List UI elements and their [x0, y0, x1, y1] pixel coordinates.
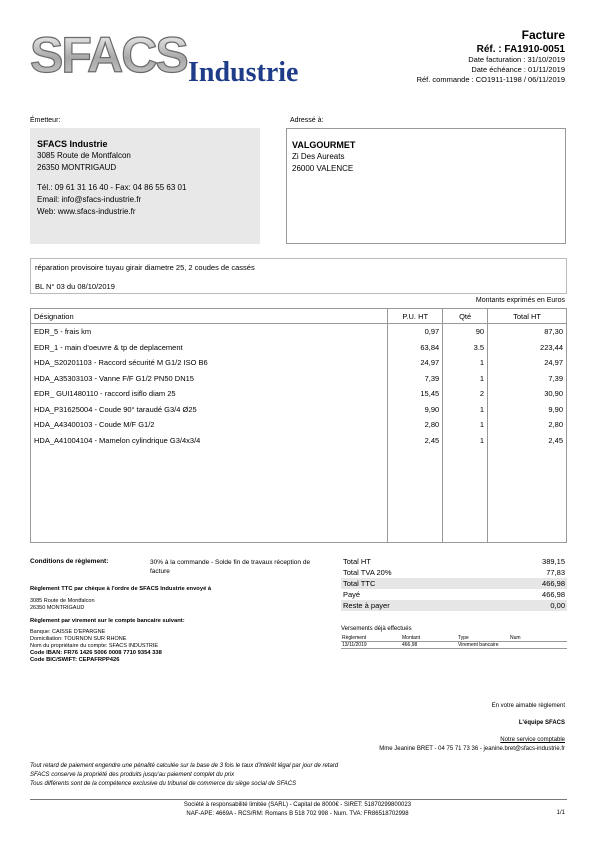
- payment-row: [341, 642, 567, 649]
- line-unit-price: 0,97: [388, 324, 443, 340]
- invoice-ref: Réf. : FA1910-0051: [476, 44, 565, 55]
- invoice-header: [305, 28, 565, 85]
- accounting-title: Notre service comptable: [500, 737, 565, 743]
- issuer-label: Émetteur:: [30, 117, 61, 124]
- total-row: [341, 589, 567, 600]
- total-value: 466,98: [542, 590, 565, 599]
- legal-line-1: Tout retard de paiement engendre une pénalité calculée sur la base de 3 fois le taux d'intérêt légal par jour de retard: [30, 763, 339, 769]
- col-quantity: Qté: [443, 309, 488, 324]
- line-unit-price: 63,84: [388, 340, 443, 356]
- invoice-lines-table: [30, 308, 567, 543]
- line-quantity: 3.5: [443, 340, 488, 356]
- table-row: [31, 386, 567, 402]
- totals-table: [341, 556, 567, 611]
- recipient-address-2: 26000 VALENCE: [292, 164, 354, 173]
- col-total: Total HT: [488, 309, 567, 324]
- table-row: [31, 402, 567, 418]
- line-quantity: 2: [443, 386, 488, 402]
- signature-block: [379, 702, 565, 754]
- footer-divider: [30, 799, 567, 800]
- legal-line-2: SFACS conserve la propriété des produits jusqu'au paiement complet du prix: [30, 772, 235, 778]
- legal-notice: [30, 762, 530, 789]
- logo-main-text: SFACS: [30, 27, 187, 83]
- footer: [0, 801, 595, 819]
- iban: Code IBAN: FR76 1426 5006 0008 7710 9354 338: [30, 650, 162, 656]
- closing-line: En votre aimable règlement: [491, 703, 565, 709]
- payment-type: Virement bancaire: [458, 642, 499, 648]
- payments-col-date: Règlement: [342, 635, 367, 641]
- footer-line-1: Société à responsabilité limitée (SARL) - Capital de 8000€ - SIRET: 51870299800023: [183, 802, 412, 808]
- total-label: Total HT: [343, 557, 371, 566]
- payment-amount: 466,98: [402, 642, 418, 648]
- total-label: Reste à payer: [341, 600, 490, 611]
- issuer-web: Web: www.sfacs-industrie.fr: [37, 207, 136, 216]
- total-value: 466,98: [490, 578, 567, 589]
- table-filler-cell: [443, 448, 488, 543]
- transfer-title: Règlement par virement sur le compte bancaire suivant:: [30, 618, 185, 624]
- bank-name: Banque: CAISSE D'EPARGNE: [30, 629, 106, 635]
- total-value: 389,15: [542, 557, 565, 566]
- col-designation: Désignation: [31, 309, 388, 324]
- issuer-address-1: 3085 Route de Montfalcon: [37, 151, 131, 160]
- line-quantity: 1: [443, 433, 488, 449]
- line-total: 2,45: [488, 433, 567, 449]
- payments-col-type: Type: [458, 635, 469, 641]
- logo-sub-text: Industrie: [188, 57, 299, 86]
- line-designation: HDA_S20201103 - Raccord sécurité M G1/2 ISO B6: [31, 355, 388, 371]
- payments-col-amount: Montant: [402, 635, 421, 641]
- order-ref: Réf. commande : CO1911-1198 / 06/11/2019: [416, 75, 565, 84]
- recipient-name: VALGOURMET: [292, 140, 356, 150]
- payments-table: [341, 635, 567, 649]
- due-date: Date échéance : 01/11/2019: [471, 65, 565, 74]
- table-row: [31, 355, 567, 371]
- accounting-contact: Mme Jeanine BRET - 04 75 71 73 36 - jeanine.bret@sfacs-industrie.fr: [379, 746, 565, 752]
- line-unit-price: 24,97: [388, 355, 443, 371]
- total-row: [341, 600, 567, 611]
- line-total: 30,90: [488, 386, 567, 402]
- line-designation: EDR_ GUI1480110 - raccord isiflo diam 25: [31, 386, 388, 402]
- note-line-2: BL N° 03 du 08/10/2019: [35, 282, 115, 291]
- cheque-address-2: 26350 MONTRIGAUD: [30, 605, 85, 611]
- payment-instructions: [30, 586, 330, 664]
- cheque-title: Règlement TTC par chèque à l'ordre de SFACS Industrie envoyé à: [30, 586, 212, 592]
- line-unit-price: 2,80: [388, 417, 443, 433]
- legal-line-3: Tous différents sont de la compétence exclusive du tribunal de commerce du siège social de SFACS: [30, 781, 297, 787]
- payment-terms-label: Conditions de règlement:: [30, 558, 109, 565]
- table-row: [31, 371, 567, 387]
- total-label: Payé: [343, 590, 361, 599]
- recipient-label: Adressé à:: [290, 117, 324, 124]
- line-quantity: 1: [443, 417, 488, 433]
- bic: Code BIC/SWIFT: CEPAFRPP426: [30, 657, 120, 663]
- issuer-email: Email: info@sfacs-industrie.fr: [37, 195, 142, 204]
- invoice-date: Date facturation : 31/10/2019: [468, 55, 565, 64]
- note-line-1: réparation provisoire tuyau girair diametre 25, 2 coudes de cassés: [35, 263, 255, 272]
- issuer-address-2: 26350 MONTRIGAUD: [37, 163, 117, 172]
- cheque-address-1: 3085 Route de Montfalcon: [30, 598, 95, 604]
- line-total: 7,39: [488, 371, 567, 387]
- col-unit-price: P.U. HT: [388, 309, 443, 324]
- recipient-address-1: Zi Des Aureats: [292, 152, 345, 161]
- issuer-box: [30, 128, 260, 244]
- company-logo: [30, 26, 320, 86]
- line-unit-price: 7,39: [388, 371, 443, 387]
- payment-num: [509, 642, 567, 649]
- table-row: [31, 433, 567, 449]
- total-label: Total TVA 20%: [343, 568, 392, 577]
- line-total: 24,97: [488, 355, 567, 371]
- issuer-name: SFACS Industrie: [37, 139, 108, 149]
- issuer-phone: Tél.: 09 61 31 16 40 - Fax: 04 86 55 63 01: [37, 183, 187, 192]
- payments-col-num: Num: [510, 635, 521, 641]
- table-filler-row: [31, 448, 567, 543]
- total-row: [341, 567, 567, 578]
- line-total: 223,44: [488, 340, 567, 356]
- team-signature: L'équipe SFACS: [518, 720, 565, 726]
- total-label: Total TTC: [341, 578, 490, 589]
- payments-title: Versements déjà effectués: [341, 626, 412, 632]
- table-header-row: [31, 309, 567, 324]
- line-designation: EDR_1 - main d'oeuvre & tp de deplacement: [31, 340, 388, 356]
- table-filler-cell: [488, 448, 567, 543]
- total-value: 0,00: [490, 600, 567, 611]
- table-filler-cell: [388, 448, 443, 543]
- total-row: [341, 556, 567, 567]
- table-row: [31, 340, 567, 356]
- currency-note: Montants exprimés en Euros: [475, 297, 565, 304]
- footer-line-2: NAF-APE: 4669A - RCS/RM: Romans B 518 702 998 - Num. TVA: FR86518702998: [186, 811, 409, 817]
- page-number: 1/1: [556, 810, 565, 816]
- table-row: [31, 324, 567, 340]
- payment-terms-value: 30% à la commande - Solde fin de travaux réception de facture: [150, 559, 311, 575]
- bank-domiciliation: Domiciliation: TOURNON SUR RHONE: [30, 636, 127, 642]
- line-total: 9,90: [488, 402, 567, 418]
- payment-date: 13/11/2019: [342, 642, 367, 648]
- account-owner: Nom du propriétaire du compte: SFACS INDUSTRIE: [30, 643, 159, 649]
- line-designation: EDR_5 - frais km: [31, 324, 388, 340]
- line-quantity: 1: [443, 371, 488, 387]
- total-value: 77,83: [546, 568, 565, 577]
- line-unit-price: 2,45: [388, 433, 443, 449]
- invoice-note: [30, 258, 567, 294]
- table-row: [31, 417, 567, 433]
- line-quantity: 1: [443, 402, 488, 418]
- line-total: 2,80: [488, 417, 567, 433]
- line-designation: HDA_P31625004 - Coude 90° taraudé G3/4 Ø25: [31, 402, 388, 418]
- line-unit-price: 9,90: [388, 402, 443, 418]
- line-quantity: 90: [443, 324, 488, 340]
- line-quantity: 1: [443, 355, 488, 371]
- doc-title: Facture: [521, 28, 565, 42]
- payments-section: [341, 626, 567, 649]
- line-total: 87,30: [488, 324, 567, 340]
- table-filler-cell: [31, 448, 388, 543]
- line-unit-price: 15,45: [388, 386, 443, 402]
- line-designation: HDA_A35303103 - Vanne F/F G1/2 PN50 DN15: [31, 371, 388, 387]
- line-designation: HDA_A43400103 - Coude M/F G1/2: [31, 417, 388, 433]
- total-row: [341, 578, 567, 589]
- line-designation: HDA_A41004104 - Mamelon cylindrique G3/4x3/4: [31, 433, 388, 449]
- recipient-box: [286, 128, 566, 244]
